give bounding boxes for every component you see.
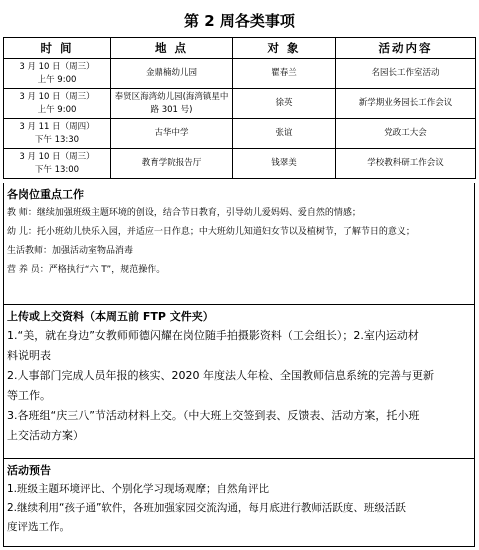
person-cell: 张谊 (233, 119, 336, 149)
time-cell (4, 119, 111, 149)
schedule-table (3, 37, 476, 179)
date-text: 3 月 10 日（周三） (19, 151, 95, 162)
header-person: 对 象 (233, 38, 336, 59)
upload-line: 上交活动方案） (7, 429, 84, 442)
upload-title: 上传或上交资料（本周五前 FTP 文件夹） (7, 310, 214, 323)
date-text: 3 月 10 日（周三） (19, 91, 95, 102)
header-place: 地 点 (111, 38, 233, 59)
time-cell (4, 59, 111, 89)
preview-line: 度评选工作。 (7, 521, 70, 533)
posts-section (3, 183, 475, 305)
upload-line: 等工作。 (7, 389, 51, 402)
post-item: 教 师：继续加强班级主题环境的创设，结合节日教育，引导幼儿爱妈妈、爱自然的情感； (7, 208, 361, 218)
table-row (4, 59, 476, 89)
activity-cell: 新学期业务园长工作会议 (336, 89, 476, 119)
date-text: 3 月 10 日（周三） (19, 61, 95, 72)
activity-cell: 学校教科研工作会议 (336, 149, 476, 179)
preview-line: 1.班级主题环境评比、个别化学习现场观摩；自然角评比 (7, 483, 270, 495)
person-cell: 徐英 (233, 89, 336, 119)
upload-line: 3.各班组“庆三八”节活动材料上交。（中大班上交签到表、反馈表、活动方案，托小班 (7, 409, 420, 422)
preview-title: 活动预告 (7, 464, 51, 477)
header-time: 时 间 (4, 38, 111, 59)
page-title: 第 2 周各类事项 (184, 12, 295, 30)
place-cell: 奉贤区海湾幼儿园(海湾镇星中路 301 号) (111, 89, 233, 119)
post-item: 幼 儿：托小班幼儿快乐入园，并适应一日作息；中大班幼儿知道妇女节以及植树节，了解节日的意义； (7, 227, 415, 237)
preview-section (3, 459, 475, 547)
upload-line: 料说明表 (7, 349, 51, 362)
place-cell: 教育学院报告厅 (111, 149, 233, 179)
person-cell: 钱翠美 (233, 149, 336, 179)
header-activity: 活动内容 (336, 38, 476, 59)
time-cell (4, 89, 111, 119)
post-item: 生活教师：加强活动室物品消毒 (7, 246, 134, 256)
upload-line: 1.“美，就在身边”女教师师德闪耀在岗位随手拍摄影资料（工会组长）；2.室内运动材 (7, 329, 419, 342)
time-text: 上午 9:00 (37, 104, 77, 115)
table-row (4, 149, 476, 179)
post-item: 营 养 员：严格执行“六 T”，规范操作。 (7, 265, 166, 275)
activity-cell: 党政工大会 (336, 119, 476, 149)
upload-section (3, 305, 475, 459)
activity-cell: 名园长工作室活动 (336, 59, 476, 89)
table-header-row (4, 38, 476, 59)
upload-line: 2.人事部门完成人员年报的核实、2020 年度法人年检、全国教师信息系统的完善与更新 (7, 369, 434, 382)
date-text: 3 月 11 日（周四） (19, 121, 95, 132)
posts-title: 各岗位重点工作 (7, 188, 84, 201)
preview-line: 2.继续利用“孩子通”软件，各班加强家园交流沟通，每月底进行教师活跃度、班级活跃 (7, 502, 406, 514)
time-text: 上午 9:00 (37, 74, 77, 85)
time-cell (4, 149, 111, 179)
place-cell: 古华中学 (111, 119, 233, 149)
time-text: 下午 13:00 (34, 164, 80, 175)
person-cell: 瞿春兰 (233, 59, 336, 89)
time-text: 下午 13:30 (34, 134, 80, 145)
table-row (4, 89, 476, 119)
place-cell: 金鼎楠幼儿园 (111, 59, 233, 89)
table-row (4, 119, 476, 149)
